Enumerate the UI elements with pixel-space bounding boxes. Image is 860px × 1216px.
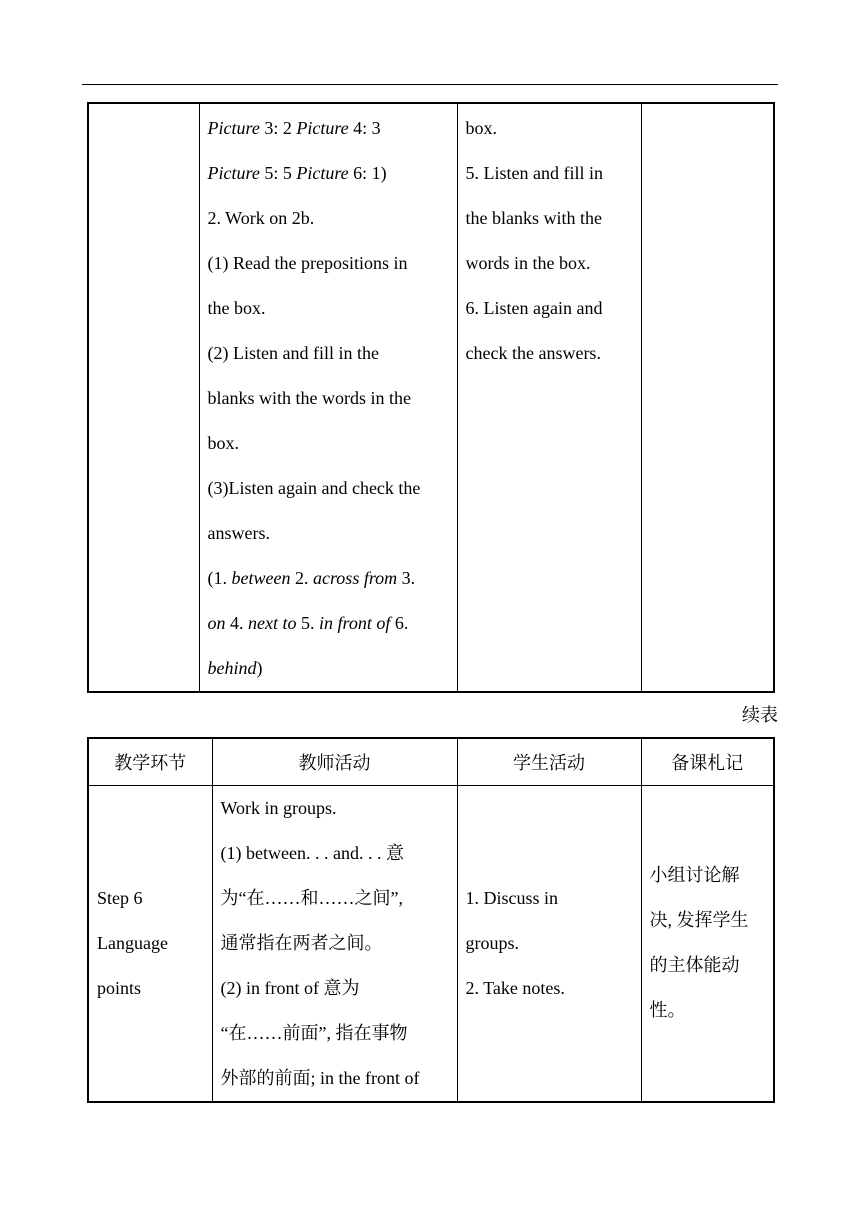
student-activity-text <box>466 876 641 1011</box>
notes-cell <box>641 785 774 1102</box>
text-line: 5. Listen and fill in <box>465 163 603 183</box>
step-label <box>97 876 212 1011</box>
text-line: (1. between 2. across from 3. <box>207 568 416 588</box>
text-line: 决, 发挥学生 <box>649 910 749 930</box>
teacher-activity-cell <box>212 785 457 1102</box>
notes-text <box>650 853 774 1033</box>
text-line: box. <box>465 118 497 138</box>
continued-table <box>87 102 775 693</box>
text-line: Language <box>97 932 168 953</box>
text-line: “在……前面”, 指在事物 <box>220 1022 408 1043</box>
lesson-table <box>87 737 775 1103</box>
text-line: (2) Listen and fill in the <box>207 343 379 363</box>
text-line: 6. Listen again and <box>465 298 603 318</box>
text-line: the blanks with the <box>465 208 602 228</box>
text-line: 外部的前面; in the front of <box>220 1067 420 1088</box>
text-line: 为“在……和……之间”, <box>220 887 403 908</box>
teacher-activity-cell <box>199 103 457 692</box>
continued-table-caption: 续表 <box>742 705 778 725</box>
header-rule <box>82 84 778 85</box>
text-line: the box. <box>207 298 266 318</box>
text-line: (2) in front of 意为 <box>220 977 360 998</box>
teacher-activity-text <box>208 106 457 691</box>
text-line: Work in groups. <box>220 797 337 818</box>
text-line: points <box>97 977 142 998</box>
text-line: (1) between. . . and. . . 意 <box>220 842 404 863</box>
student-activity-cell <box>457 103 641 692</box>
header-teaching-step: 教学环节 <box>88 738 212 785</box>
notes-cell-empty <box>641 103 774 692</box>
text-line: Picture 5: 5 Picture 6: 1) <box>207 163 387 183</box>
text-line: groups. <box>465 932 519 953</box>
text-line: 2. Work on 2b. <box>207 208 315 228</box>
step-cell-empty <box>88 103 199 692</box>
text-line: 1. Discuss in <box>465 887 559 908</box>
text-line: Picture 3: 2 Picture 4: 3 <box>207 118 381 138</box>
student-activity-cell <box>457 785 641 1102</box>
header-teacher-activity: 教师活动 <box>212 738 457 785</box>
text-line: Step 6 <box>97 887 143 908</box>
header-student-activity: 学生活动 <box>457 738 641 785</box>
text-line: 小组讨论解 <box>649 865 740 885</box>
text-line: behind) <box>207 658 263 678</box>
text-line: blanks with the words in the <box>207 388 411 408</box>
text-line: 通常指在两者之间。 <box>220 932 383 953</box>
text-line: 2. Take notes. <box>465 977 565 998</box>
text-line: on 4. next to 5. in front of 6. <box>207 613 409 633</box>
text-line: (1) Read the prepositions in <box>207 253 408 273</box>
teacher-activity-text <box>221 786 457 1101</box>
header-lesson-notes: 备课札记 <box>641 738 774 785</box>
student-activity-text <box>466 106 641 376</box>
text-line: box. <box>207 433 239 453</box>
text-line: 性。 <box>649 1000 686 1020</box>
text-line: answers. <box>207 523 270 543</box>
step-cell <box>88 785 212 1102</box>
text-line: words in the box. <box>465 253 591 273</box>
text-line: (3)Listen again and check the <box>207 478 421 498</box>
text-line: 的主体能动 <box>649 955 740 975</box>
text-line: check the answers. <box>465 343 601 363</box>
